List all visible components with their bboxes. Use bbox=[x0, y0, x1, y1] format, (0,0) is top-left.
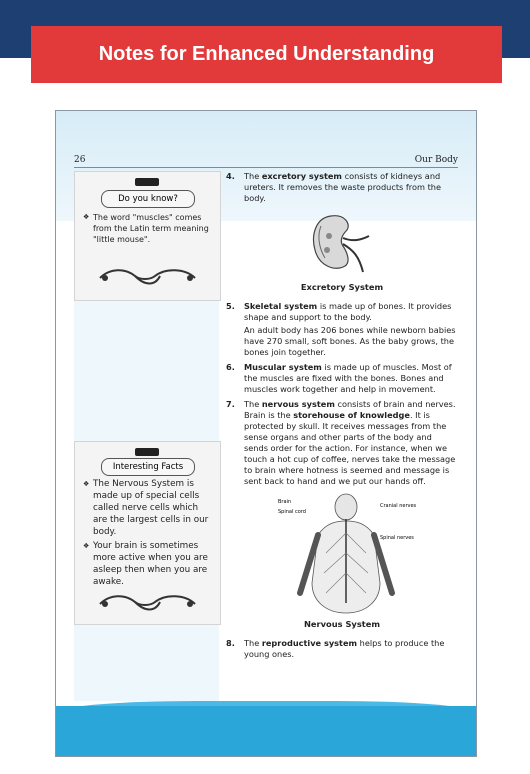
item-text: consists of brain and nerves. Brain is the bbox=[244, 399, 456, 420]
item-text: helps to produce the young ones. bbox=[244, 638, 445, 659]
main-content bbox=[226, 171, 458, 664]
item-term: Skeletal system bbox=[244, 301, 318, 311]
list-item bbox=[226, 399, 458, 487]
interesting-facts-title: Interesting Facts bbox=[101, 458, 195, 476]
item-text: is made up of muscles. Most of the muscles are fixed with the bones. Bones and muscles work together and help in movement. bbox=[244, 362, 452, 394]
kidney-illustration-icon bbox=[309, 212, 375, 276]
did-you-know-title: Do you know? bbox=[101, 190, 195, 208]
item-text: The bbox=[244, 399, 262, 409]
item-number: 5. bbox=[226, 301, 235, 311]
list-item bbox=[226, 301, 458, 358]
item-term: excretory system bbox=[261, 171, 342, 181]
kidney-figure bbox=[226, 208, 458, 280]
item-term: reproductive system bbox=[261, 638, 358, 648]
list-item bbox=[226, 638, 458, 660]
header-rule bbox=[74, 167, 458, 168]
did-you-know-bullet: ❖ The word "muscles" comes from the Latin term meaning "little mouse". bbox=[83, 212, 213, 245]
item-text: The bbox=[244, 171, 262, 181]
fact-bullet: ❖ The Nervous System is made up of special cells called nerve cells which are the largest cells in our body. bbox=[83, 478, 213, 538]
item-text: is made up of bones. It provides shape and support to the body. bbox=[244, 301, 452, 322]
scroll-ornament-icon bbox=[95, 590, 200, 614]
item-text: consists of kidneys and ureters. It removes the waste products from the body. bbox=[244, 171, 442, 203]
label-cranial: Cranial nerves bbox=[380, 503, 416, 509]
pin-icon bbox=[135, 178, 159, 186]
interesting-facts-box bbox=[74, 441, 221, 625]
item-term: nervous system bbox=[261, 399, 335, 409]
item-text: The bbox=[244, 638, 262, 648]
label-spinal-cord: Spinal cord bbox=[278, 509, 306, 515]
page-number: 26 bbox=[74, 155, 86, 165]
item-text: . It is protected by skull. It receives messages from the sense organs and other parts of the body and sends order for the action. For instance, when we touch a hot cup of coffee, nerves take the message to brain where hotness is seemed and message is sent back to hand and we put our hands off. bbox=[244, 410, 456, 486]
sidebar-column bbox=[74, 171, 219, 701]
did-you-know-body bbox=[83, 212, 213, 247]
label-brain: Brain bbox=[278, 499, 292, 505]
excretory-caption: Excretory System bbox=[300, 282, 384, 292]
nervous-system-illustration-icon bbox=[276, 493, 416, 617]
banner-title: Notes for Enhanced Understanding bbox=[31, 26, 502, 83]
pin-icon bbox=[135, 448, 159, 456]
interesting-facts-body bbox=[83, 478, 213, 590]
did-you-know-box bbox=[74, 171, 221, 301]
item-number: 8. bbox=[226, 638, 235, 648]
chapter-title: Our Body bbox=[414, 155, 458, 165]
scroll-ornament-icon bbox=[95, 264, 200, 288]
item-term: storehouse of knowledge bbox=[293, 410, 410, 420]
label-spinal-nerves: Spinal nerves bbox=[380, 535, 414, 541]
item-term: Muscular system bbox=[244, 362, 322, 372]
textbook-page bbox=[55, 110, 477, 757]
nervous-figure bbox=[226, 493, 458, 617]
item-number: 4. bbox=[226, 171, 235, 181]
item-number: 7. bbox=[226, 399, 235, 409]
list-item bbox=[226, 171, 458, 204]
item-number: 6. bbox=[226, 362, 235, 372]
list-item bbox=[226, 362, 458, 395]
bottom-band bbox=[56, 706, 476, 756]
nervous-caption: Nervous System bbox=[303, 619, 381, 629]
item-extra: An adult body has 206 bones while newborn babies have 270 small, soft bones. As the baby grows, the bones join together. bbox=[244, 325, 456, 357]
fact-bullet: ❖ Your brain is sometimes more active when you are asleep then when you are awake. bbox=[83, 540, 213, 588]
